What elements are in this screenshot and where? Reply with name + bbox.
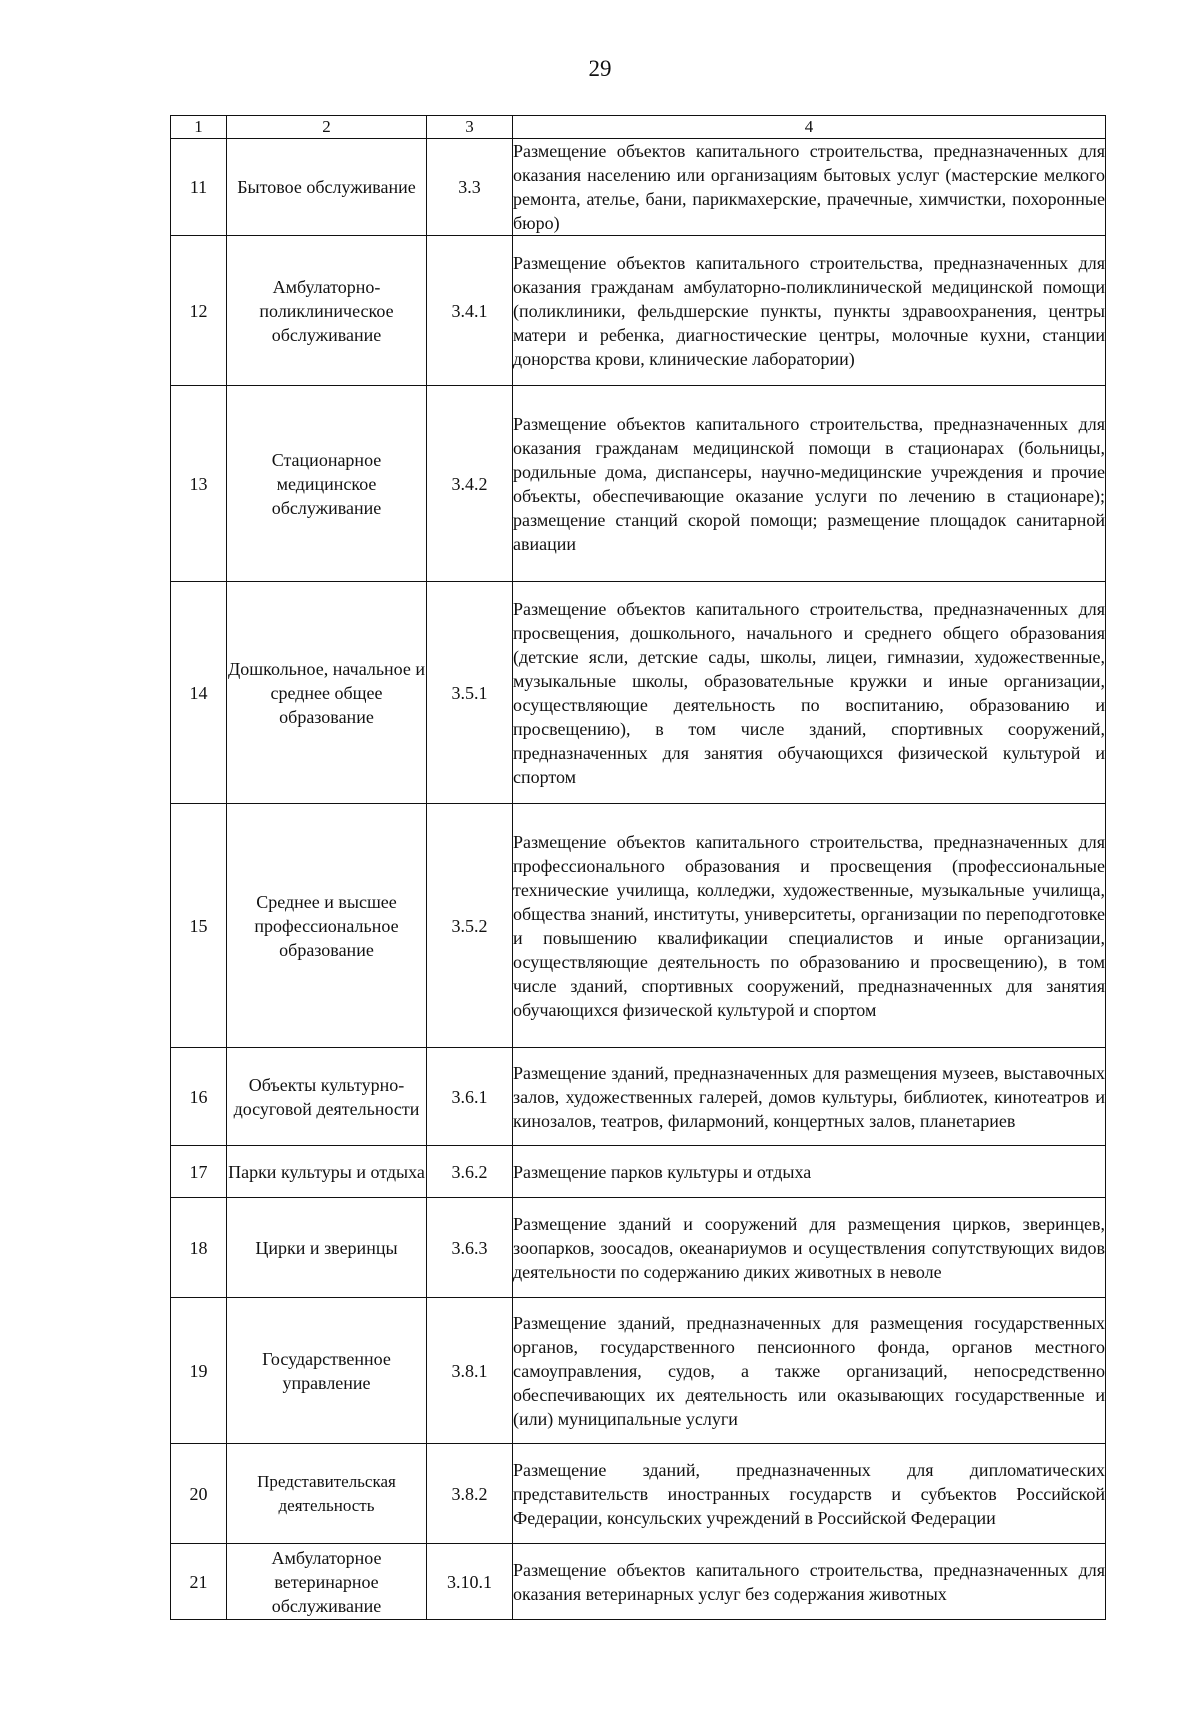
row-code: 3.4.2 — [427, 386, 513, 582]
header-col-4: 4 — [513, 116, 1106, 139]
row-code: 3.6.3 — [427, 1198, 513, 1298]
row-number: 14 — [171, 582, 227, 804]
header-col-3: 3 — [427, 116, 513, 139]
row-name: Государственное управление — [227, 1298, 427, 1444]
row-number: 20 — [171, 1444, 227, 1544]
row-number: 13 — [171, 386, 227, 582]
table-header-row — [171, 116, 1106, 139]
row-code: 3.3 — [427, 139, 513, 236]
row-name: Бытовое обслуживание — [227, 139, 427, 236]
row-name: Объекты культурно-досуговой деятельности — [227, 1048, 427, 1146]
row-description: Размещение зданий, предназначенных для размещения государственных органов, государственного пенсионного фонда, органов местного самоуправления, судов, а также организаций, непосредственно обеспечивающих их деятельность или оказывающих государственные и (или) муниципальные услуги — [513, 1298, 1106, 1444]
table-row — [171, 1048, 1106, 1146]
row-number: 15 — [171, 804, 227, 1048]
row-description: Размещение зданий, предназначенных для размещения музеев, выставочных залов, художественных галерей, домов культуры, библиотек, кинотеатров и кинозалов, театров, филармоний, концертных залов, планетариев — [513, 1048, 1106, 1146]
table-row — [171, 236, 1106, 386]
row-number: 12 — [171, 236, 227, 386]
row-description: Размещение объектов капитального строительства, предназначенных для оказания ветеринарных услуг без содержания животных — [513, 1544, 1106, 1620]
row-code: 3.6.1 — [427, 1048, 513, 1146]
row-description: Размещение объектов капитального строительства, предназначенных для оказания населению или организациям бытовых услуг (мастерские мелкого ремонта, ателье, бани, парикмахерские, прачечные, химчистки, похоронные бюро) — [513, 139, 1106, 236]
row-description: Размещение объектов капитального строительства, предназначенных для оказания гражданам амбулаторно-поликлинической медицинской помощи (поликлиники, фельдшерские пункты, пункты здравоохранения, центры матери и ребенка, диагностические центры, молочные кухни, станции донорства крови, клинические лаборатории) — [513, 236, 1106, 386]
row-name: Цирки и зверинцы — [227, 1198, 427, 1298]
row-name: Амбулаторно-поликлиническое обслуживание — [227, 236, 427, 386]
row-number: 11 — [171, 139, 227, 236]
row-number: 16 — [171, 1048, 227, 1146]
header-col-2: 2 — [227, 116, 427, 139]
table-row — [171, 582, 1106, 804]
table-row — [171, 1198, 1106, 1298]
row-code: 3.4.1 — [427, 236, 513, 386]
row-number: 18 — [171, 1198, 227, 1298]
header-col-1: 1 — [171, 116, 227, 139]
row-number: 17 — [171, 1146, 227, 1198]
row-name: Представительская деятельность — [227, 1444, 427, 1544]
page-number: 29 — [588, 56, 612, 81]
table-row — [171, 1146, 1106, 1198]
row-code: 3.10.1 — [427, 1544, 513, 1620]
table-row — [171, 1544, 1106, 1620]
row-number: 21 — [171, 1544, 227, 1620]
row-name: Среднее и высшее профессиональное образование — [227, 804, 427, 1048]
row-code: 3.5.2 — [427, 804, 513, 1048]
row-code: 3.6.2 — [427, 1146, 513, 1198]
table-row — [171, 804, 1106, 1048]
row-name: Дошкольное, начальное и среднее общее образование — [227, 582, 427, 804]
table-row — [171, 386, 1106, 582]
row-name: Парки культуры и отдыха — [227, 1146, 427, 1198]
row-description: Размещение парков культуры и отдыха — [513, 1146, 1106, 1198]
row-description: Размещение объектов капитального строительства, предназначенных для профессионального образования и просвещения (профессиональные технические училища, колледжи, художественные, музыкальные училища, общества знаний, институты, университеты, организации по переподготовке и повышению квалификации специалистов и иные организации, осуществляющие деятельность по образованию и просвещению), в том числе зданий, спортивных сооружений, предназначенных для занятия обучающихся физической культурой и спортом — [513, 804, 1106, 1048]
row-description: Размещение объектов капитального строительства, предназначенных для просвещения, дошкольного, начального и среднего общего образования (детские ясли, детские сады, школы, лицеи, гимназии, художественные, музыкальные школы, образовательные кружки и иные организации, осуществляющие деятельность по воспитанию, образованию и просвещению), в том числе зданий, спортивных сооружений, предназначенных для занятия обучающихся физической культурой и спортом — [513, 582, 1106, 804]
row-code: 3.8.1 — [427, 1298, 513, 1444]
table-row — [171, 1444, 1106, 1544]
row-number: 19 — [171, 1298, 227, 1444]
land-use-table — [170, 115, 1106, 1620]
row-code: 3.8.2 — [427, 1444, 513, 1544]
row-code: 3.5.1 — [427, 582, 513, 804]
row-description: Размещение зданий и сооружений для размещения цирков, зверинцев, зоопарков, зоосадов, океанариумов и осуществления сопутствующих видов деятельности по содержанию диких животных в неволе — [513, 1198, 1106, 1298]
row-name: Амбулаторное ветеринарное обслуживание — [227, 1544, 427, 1620]
table-row — [171, 1298, 1106, 1444]
row-description: Размещение зданий, предназначенных для дипломатических представительств иностранных государств и субъектов Российской Федерации, консульских учреждений в Российской Федерации — [513, 1444, 1106, 1544]
table-row — [171, 139, 1106, 236]
row-name: Стационарное медицинское обслуживание — [227, 386, 427, 582]
row-description: Размещение объектов капитального строительства, предназначенных для оказания гражданам медицинской помощи в стационарах (больницы, родильные дома, диспансеры, научно-медицинские учреждения и прочие объекты, обеспечивающие оказание услуги по лечению в стационаре); размещение станций скорой помощи; размещение площадок санитарной авиации — [513, 386, 1106, 582]
